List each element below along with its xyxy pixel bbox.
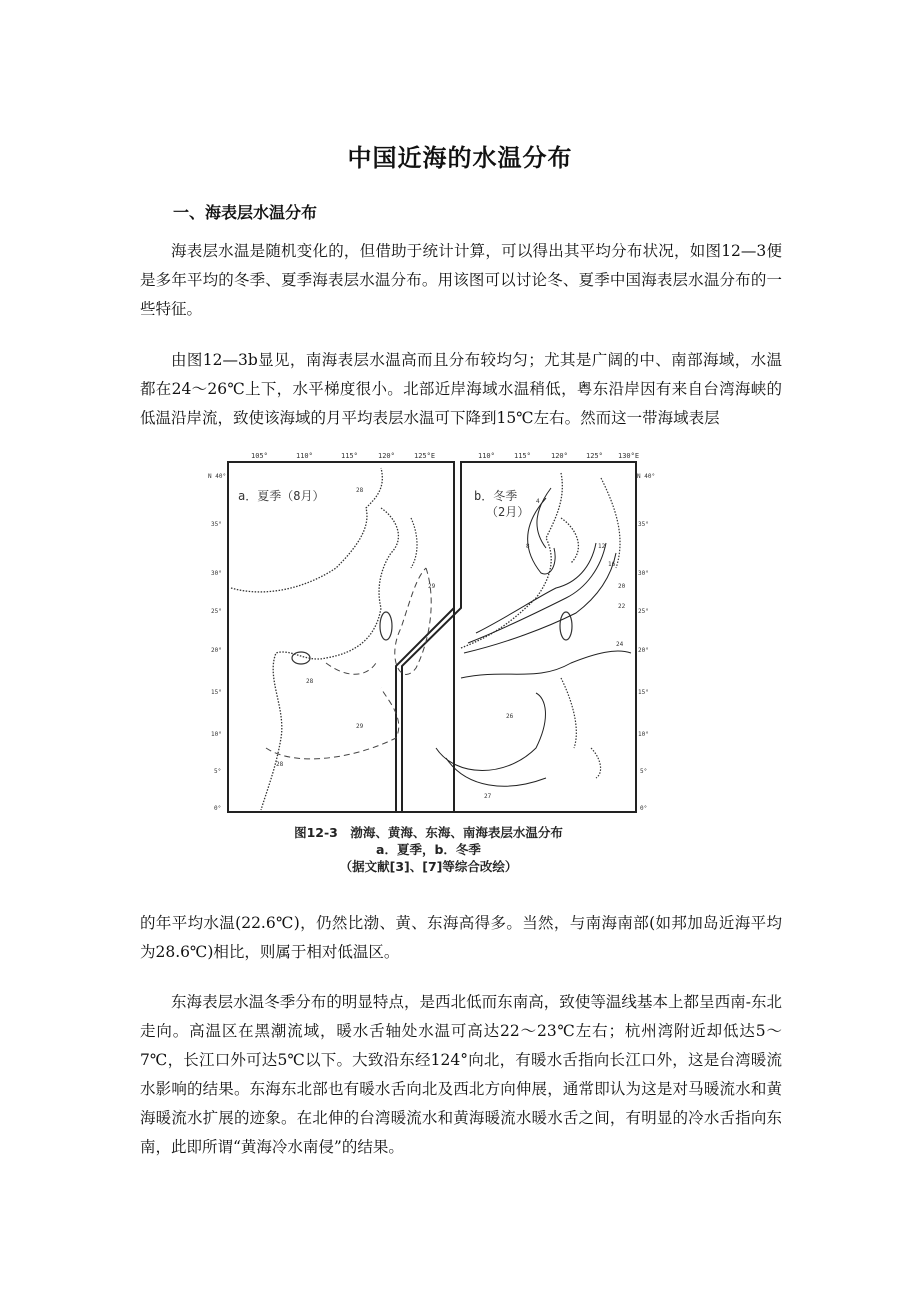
panel-b-philippines bbox=[561, 678, 601, 778]
panel-b-isotherm-label: 12 bbox=[598, 543, 606, 550]
panel-b-lat-tick: 5° bbox=[640, 768, 648, 775]
panel-b-japan bbox=[601, 478, 620, 568]
panel-a-lon-tick: 120° bbox=[378, 452, 395, 460]
panel-b-isotherm-label: 22 bbox=[618, 603, 626, 610]
panel-a-lat-tick: 10° bbox=[211, 731, 222, 738]
panel-a-lat-tick: 35° bbox=[211, 521, 222, 528]
figure-caption-source: （据文献[3]、[7]等综合改绘） bbox=[339, 859, 518, 874]
panel-b-isotherm-27 bbox=[446, 758, 546, 786]
panel-b-isotherm-20 bbox=[464, 553, 616, 653]
panel-b-isotherm-label: 8 bbox=[526, 543, 530, 550]
paragraph-2: 由图12—3b显见，南海表层水温高而且分布较均匀；尤其是广阔的中、南部海域，水温都在24～26℃上下，水平梯度很小。北部近岸海域水温稍低，粤东沿岸因有来自台湾海峡的低温沿岸流，致使该海域的月平均表层水温可下降到15℃左右。然而这一带海域表层 bbox=[140, 351, 782, 427]
panel-b-lon-tick: 110° bbox=[478, 452, 495, 460]
panel-a-lon-tick: 110° bbox=[296, 452, 313, 460]
panel-a-lon-tick: 115° bbox=[341, 452, 358, 460]
panel-a-isotherm-label: 28 bbox=[356, 487, 364, 494]
section-heading: 一、海表层水温分布 bbox=[173, 203, 318, 222]
panel-b-isotherm-label: 27 bbox=[484, 793, 492, 800]
panel-b-lat-tick: 30° bbox=[638, 570, 649, 577]
panel-a-lat-tick: 5° bbox=[214, 768, 222, 775]
figure-caption: 图12-3 渤海、黄海、东海、南海表层水温分布 bbox=[294, 825, 563, 840]
panel-b-lat-tick: 35° bbox=[638, 521, 649, 528]
panel-b-label-month: （2月） bbox=[486, 505, 530, 519]
panel-b-lat-tick: N 40° bbox=[637, 473, 656, 480]
panel-b-isotherm-12 bbox=[476, 543, 596, 633]
panel-a-isotherm-label: 29 bbox=[356, 723, 364, 730]
panel-a-lat-tick: 25° bbox=[211, 608, 222, 615]
sst-map-figure bbox=[206, 448, 656, 876]
panel-a-lat-tick: N 40° bbox=[208, 473, 227, 480]
panel-b-lon-tick: 125° bbox=[586, 452, 603, 460]
panel-a-korea bbox=[411, 518, 417, 568]
panel-a-isotherm-1 bbox=[266, 688, 399, 759]
panel-a-lat-tick: 30° bbox=[211, 570, 222, 577]
panel-b-isotherm-4 bbox=[537, 488, 551, 548]
panel-b-lat-tick: 25° bbox=[638, 608, 649, 615]
panel-b-lon-tick: 130°E bbox=[618, 452, 640, 460]
panel-a-label: a．夏季（8月） bbox=[238, 489, 325, 503]
panel-b-isotherm-16 bbox=[468, 543, 606, 643]
panel-b-isotherm-label: 26 bbox=[506, 713, 514, 720]
panel-a-isotherm-label: 28 bbox=[306, 678, 314, 685]
paragraph-4: 东海表层水温冬季分布的明显特点，是西北低而东南高，致使等温线基本上都呈西南-东北走向。高温区在黑潮流域，暖水舌轴处水温可高达22～23℃左右；杭州湾附近却低达5～7℃，长江口外可达5℃以下。大致沿东经124°向北，有暖水舌指向长江口外，这是台湾暖流水影响的结果。东海东北部也有暖水舌向北及西北方向伸展，通常即认为这是对马暖流水和黄海暖流水扩展的迹象。在北伸的台湾暖流水和黄海暖流水暖水舌之间，有明显的冷水舌指向东南，此即所谓“黄海冷水南侵”的结果。 bbox=[140, 993, 782, 1156]
paragraph-1: 海表层水温是随机变化的，但借助于统计计算，可以得出其平均分布状况，如图12—3便是多年平均的冬季、夏季海表层水温分布。用该图可以讨论冬、夏季中国海表层水温分布的一些特征。 bbox=[140, 242, 782, 318]
panel-b-isotherm-label: 24 bbox=[616, 641, 624, 648]
panel-a-isotherm-label: 29 bbox=[428, 583, 436, 590]
panel-a-lon-tick: 125°E bbox=[414, 452, 436, 460]
panel-b-isotherm-label: 20 bbox=[618, 583, 626, 590]
panel-b-lon-tick: 115° bbox=[514, 452, 531, 460]
panel-divider bbox=[396, 608, 454, 812]
panel-a-isotherm-2 bbox=[395, 568, 431, 674]
panel-a-frame bbox=[228, 462, 454, 812]
panel-b-lat-tick: 15° bbox=[638, 689, 649, 696]
panel-b-lat-tick: 20° bbox=[638, 647, 649, 654]
panel-a-isotherm-3 bbox=[326, 663, 376, 674]
panel-a-lat-tick: 15° bbox=[211, 689, 222, 696]
panel-a-lat-tick: 20° bbox=[211, 647, 222, 654]
panel-a-hainan bbox=[292, 652, 310, 664]
panel-b-lat-tick: 10° bbox=[638, 731, 649, 738]
paragraph-3: 的年平均水温(22.6℃)，仍然比渤、黄、东海高得多。当然，与南海南部(如邦加岛近海平均为28.6℃)相比，则属于相对低温区。 bbox=[140, 914, 782, 961]
panel-b-isotherm-label: 4 bbox=[536, 498, 540, 505]
panel-b-isotherm-26 bbox=[436, 693, 545, 771]
panel-a-isotherm-label: 28 bbox=[276, 761, 284, 768]
panel-a-lat-tick: 0° bbox=[214, 805, 222, 812]
panel-b-isotherm-24 bbox=[461, 651, 631, 678]
panel-b-isotherm-label: 16 bbox=[608, 561, 616, 568]
figure-caption-subtitle: a．夏季，b．冬季 bbox=[376, 842, 481, 857]
panel-a-lon-tick: 105° bbox=[251, 452, 268, 460]
panel-a-taiwan bbox=[380, 612, 392, 640]
panel-b-lon-tick: 120° bbox=[551, 452, 568, 460]
panel-b-lat-tick: 0° bbox=[640, 805, 648, 812]
page-title: 中国近海的水温分布 bbox=[347, 144, 573, 172]
panel-b-label: b．冬季 bbox=[474, 489, 518, 503]
